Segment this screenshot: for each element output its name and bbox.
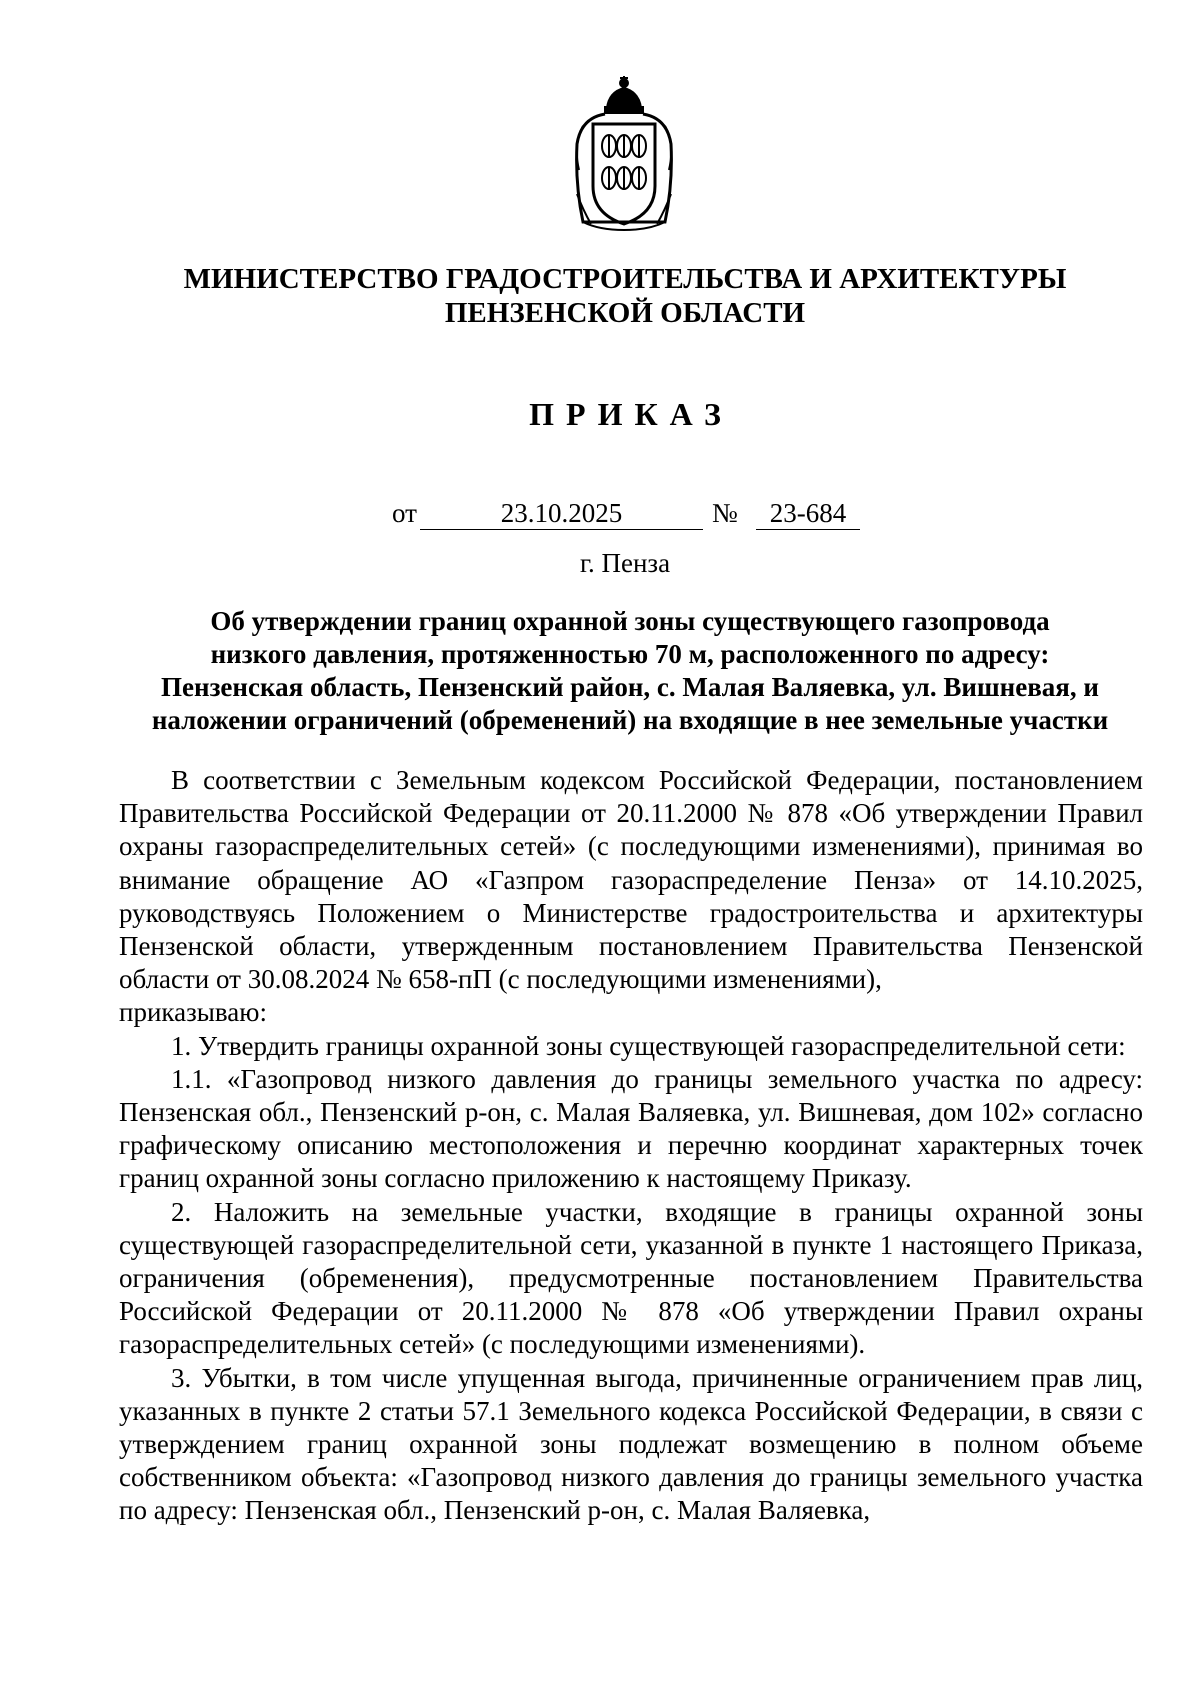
ministry-line-1: МИНИСТЕРСТВО ГРАДОСТРОИТЕЛЬСТВА И АРХИТЕКТУРЫ — [183, 263, 1067, 295]
item-1-1: 1.1. «Газопровод низкого давления до границы земельного участка по адресу: Пензенская обл., Пензенский р-он, с. Малая Валяевка, ул. Вишневая, дом 102» согласно графическому описанию местоположения и перечню координат характерных точек границ охранной зоны согласно приложению к настоящему Приказу. — [119, 1063, 1143, 1194]
order-date: 23.10.2025 — [420, 496, 703, 530]
city: г. Пенза — [579, 548, 671, 578]
order-subject — [120, 605, 1140, 737]
ministry-line-2: ПЕНЗЕНСКОЙ ОБЛАСТИ — [444, 297, 806, 329]
item-3: 3. Убытки, в том числе упущенная выгода, причиненные ограничением прав лиц, указанных в пункте 2 статьи 57.1 Земельного кодекса Российской Федерации, в связи с утверждением границ охранной зоны подлежат возмещению в полном объеме собственником объекта: «Газопровод низкого давления до границы земельного участка по адресу: Пензенская обл., Пензенский р-он, с. Малая Валяевка, — [119, 1362, 1143, 1526]
preamble-paragraph: В соответствии с Земельным кодексом Российской Федерации, постановлением Правительства Российской Федерации от 20.11.2000 № 878 «Об утверждении Правил охраны газораспределительных сетей» (с последующими изменениями), принимая во внимание обращение АО «Газпром газораспределение Пенза» от 14.10.2025, руководствуясь Положением о Министерстве градостроительства и архитектуры Пензенской области, утвержденным постановлением Правительства Пензенской области от 30.08.2024 № 658-пП (с последующими изменениями), — [119, 765, 1143, 995]
subject-line-1: Об утверждении границ охранной зоны существующего газопровода — [210, 606, 1050, 636]
order-body — [119, 764, 1143, 1528]
coat-of-arms-icon — [569, 74, 679, 234]
subject-line-2: низкого давления, протяженностью 70 м, расположенного по адресу: — [210, 639, 1050, 669]
subject-line-3: Пензенская область, Пензенский район, с. Малая Валяевка, ул. Вишневая, и — [161, 672, 1099, 702]
order-date-number-line — [392, 496, 862, 532]
order-title: ПРИКАЗ — [529, 396, 733, 432]
order-word: приказываю: — [119, 997, 267, 1028]
item-2: 2. Наложить на земельные участки, входящие в границы охранной зоны существующей газораспределительной сети, указанной в пункте 1 настоящего Приказа, ограничения (обременения), предусмотренные постановлением Правительства Российской Федерации от 20.11.2000 № 878 «Об утверждении Правил охраны газораспределительных сетей» (с последующими изменениями). — [119, 1196, 1143, 1360]
order-number: 23-684 — [756, 496, 860, 530]
subject-line-4: наложении ограничений (обременений) на входящие в нее земельные участки — [151, 705, 1109, 735]
ministry-name — [120, 262, 1130, 330]
number-label: № — [712, 498, 738, 528]
item-1: 1. Утвердить границы охранной зоны существующей газораспределительной сети: — [171, 1030, 1126, 1061]
from-label: от — [392, 498, 417, 528]
